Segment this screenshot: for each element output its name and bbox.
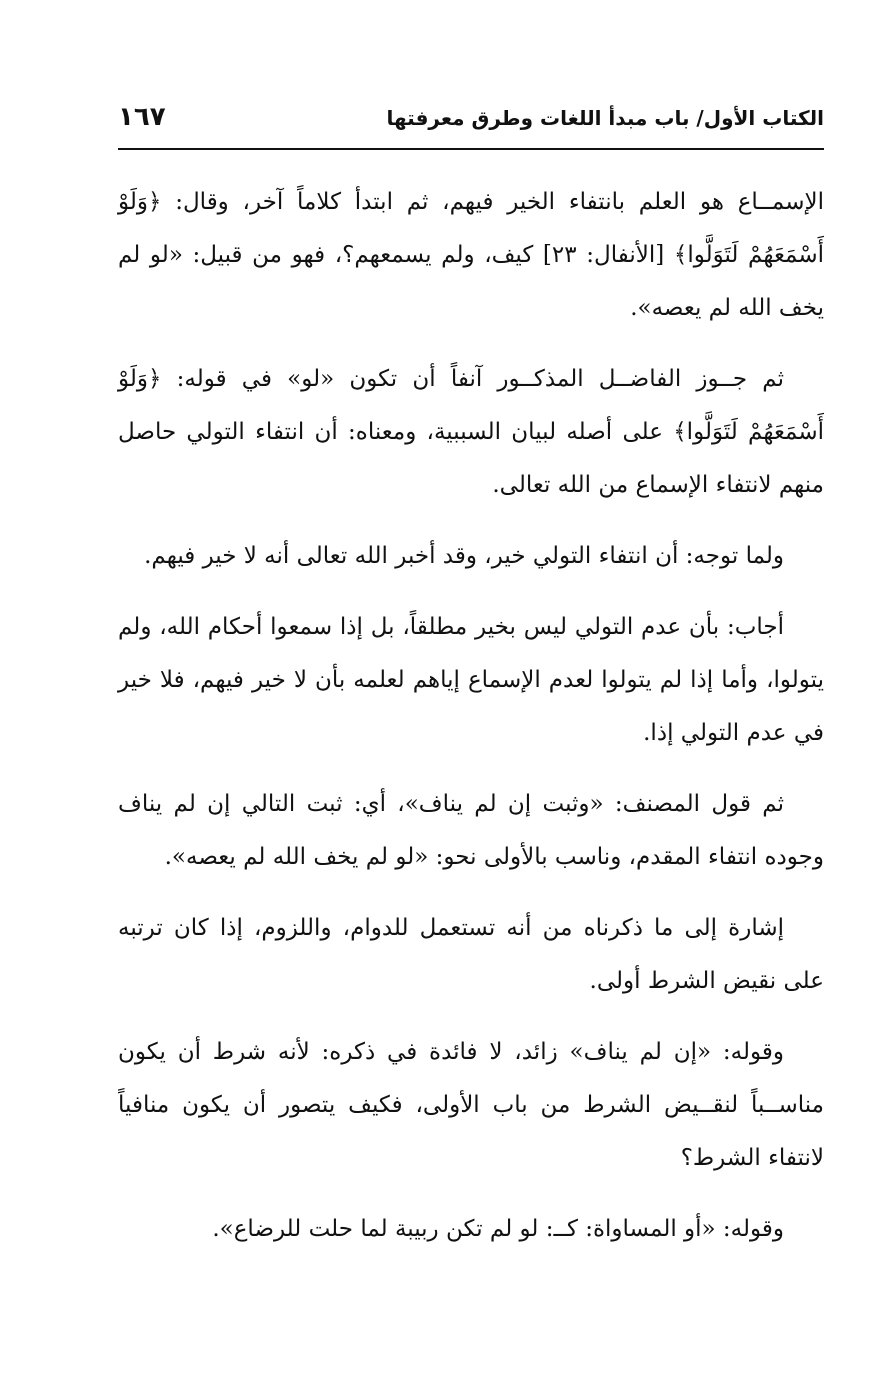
paragraph: ثم قول المصنف: «وثبت إن لم يناف»، أي: ثبت التالي إن لم يناف وجوده انتفاء المقدم، وناسب بالأولى نحو: «لو لم يخف الله لم يعصه». (118, 791, 824, 870)
paragraph: إشارة إلى ما ذكرناه من أنه تستعمل للدوام، واللزوم، إذا كان ترتبه على نقيض الشرط أولى. (118, 915, 824, 994)
paragraph: وقوله: «إن لم يناف» زائد، لا فائدة في ذكره: لأنه شرط أن يكون مناســباً لنقــيض الشرط من باب الأولى، فكيف يتصور أن يكون منافياً لانتفاء الشرط؟ (118, 1039, 824, 1171)
page-header (118, 100, 824, 144)
paragraph: الإسمــاع هو العلم بانتفاء الخير فيهم، ثم ابتدأ كلاماً آخر، وقال: ﴿وَلَوْ أَسْمَعَهُمْ لَتَوَلَّوا﴾ [الأنفال: ٢٣] كيف، ولم يسمعهم؟، فهو من قبيل: «لو لم يخف الله لم يعصه». (118, 189, 824, 321)
running-title: الكتاب الأول/ باب مبدأ اللغات وطرق معرفتها (386, 106, 824, 130)
paragraph: ولما توجه: أن انتفاء التولي خير، وقد أخبر الله تعالى أنه لا خير فيهم. (144, 543, 784, 569)
paragraph: أجاب: بأن عدم التولي ليس بخير مطلقاً، بل إذا سمعوا أحكام الله، ولم يتولوا، وأما إذا لم يتولوا لعدم الإسماع إياهم لعلمه بأن لا خير فيهم، فلا خير في عدم التولي إذا. (118, 614, 824, 746)
header-divider (118, 148, 824, 150)
paragraph: ثم جــوز الفاضــل المذكــور آنفاً أن تكون «لو» في قوله: ﴿وَلَوْ أَسْمَعَهُمْ لَتَوَلَّوا﴾ على أصله لبيان السببية، ومعناه: أن انتفاء التولي حاصل منهم لانتفاء الإسماع من الله تعالى. (118, 366, 824, 498)
body-text (118, 176, 824, 1274)
paragraph: وقوله: «أو المساواة: كــ: لو لم تكن ربيبة لما حلت للرضاع». (212, 1216, 784, 1242)
page-number: ١٦٧ (118, 102, 166, 132)
